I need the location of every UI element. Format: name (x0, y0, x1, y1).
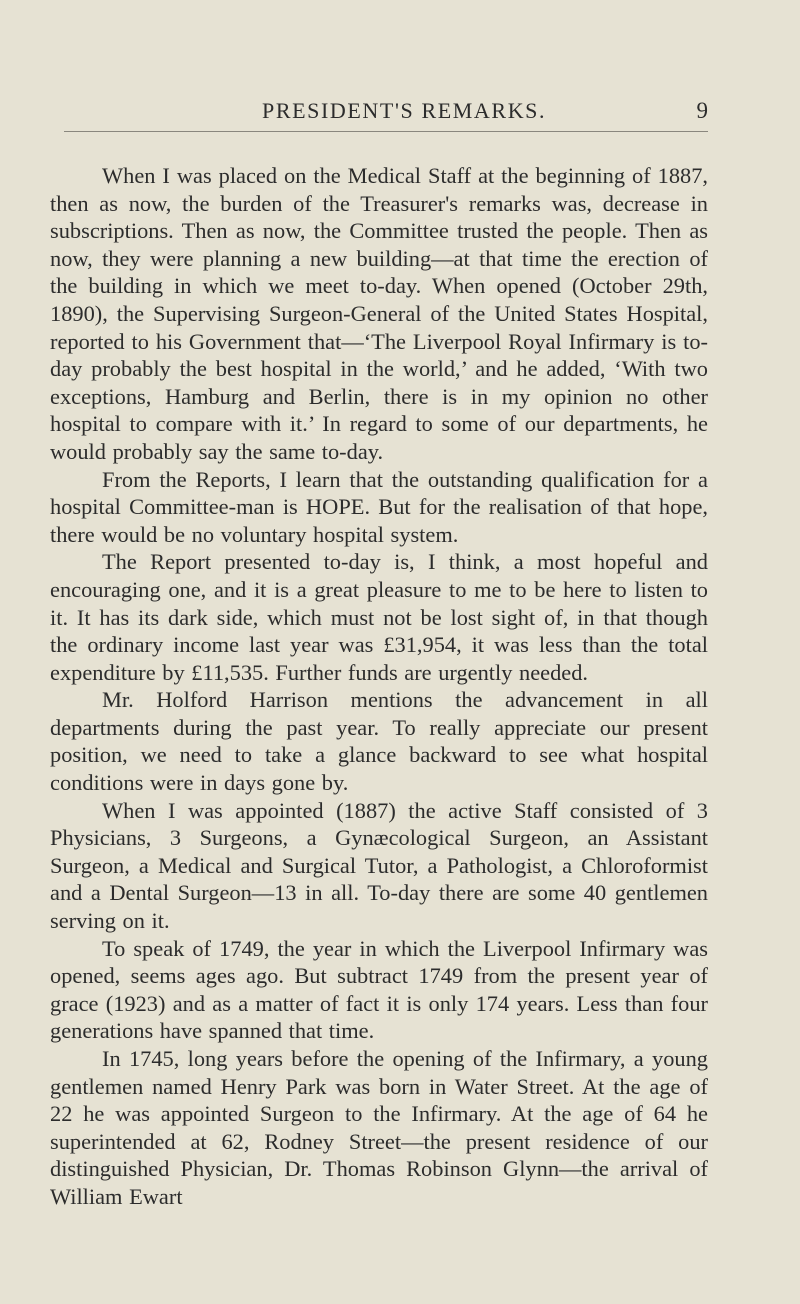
header-rule (64, 131, 708, 132)
paragraph: Mr. Holford Harrison mentions the advancement in all departments during the past year. To really appreciate our present position, we need to take a glance backward to see what hospital conditions were in days gone by. (50, 687, 708, 796)
body-text (50, 162, 708, 1211)
page-number: 9 (696, 98, 708, 123)
paragraph: The Report presented to-day is, I think, a most hopeful and encouraging one, and it is a great pleasure to me to be here to listen to it. It has its dark side, which must not be lost sight of, in that though the ordinary income last year was £31,954, it was less than the total expenditure by £11,535. Further funds are urgently needed. (50, 549, 708, 685)
running-title: PRESIDENT'S REMARKS. (262, 98, 547, 123)
running-header (0, 98, 800, 132)
paragraph: When I was appointed (1887) the active Staff consisted of 3 Physicians, 3 Surgeons, a Gynæcological Surgeon, an Assistant Surgeon, a Medical and Surgical Tutor, a Pathologist, a Chloroformist and a Dental Surgeon—13 in all. To-day there are some 40 gentlemen serving on it. (50, 797, 708, 934)
paragraph: When I was placed on the Medical Staff at the beginning of 1887, then as now, the burden of the Treasurer's remarks was, decrease in subscriptions. Then as now, the Committee trusted the people. Then as now, they were planning a new building—at that time the erection of the building in which we meet to-day. When opened (October 29th, 1890), the Supervising Surgeon-General of the United States Hospital, reported to his Government that—‘The Liverpool Royal Infirmary is to-day probably the best hospital in the world,’ and he added, ‘With two exceptions, Hamburg and Berlin, there is in my opinion no other hospital to compare with it.’ In regard to some of our departments, he would probably say the same to-day. (50, 163, 708, 464)
paragraph: To speak of 1749, the year in which the Liverpool Infirmary was opened, seems ages ago. But subtract 1749 from the present year of grace (1923) and as a matter of fact it is only 174 years. Less than four generations have spanned that time. (50, 935, 708, 1044)
paragraph: From the Reports, I learn that the outstanding qualification for a hospital Committee-man is HOPE. But for the realisation of that hope, there would be no voluntary hospital system. (50, 466, 708, 547)
paragraph: In 1745, long years before the opening of the Infirmary, a young gentlemen named Henry Park was born in Water Street. At the age of 22 he was appointed Surgeon to the Infirmary. At the age of 64 he superintended at 62, Rodney Street—the present residence of our distinguished Physician, Dr. Thomas Robinson Glynn—the arrival of William Ewart (50, 1046, 708, 1209)
